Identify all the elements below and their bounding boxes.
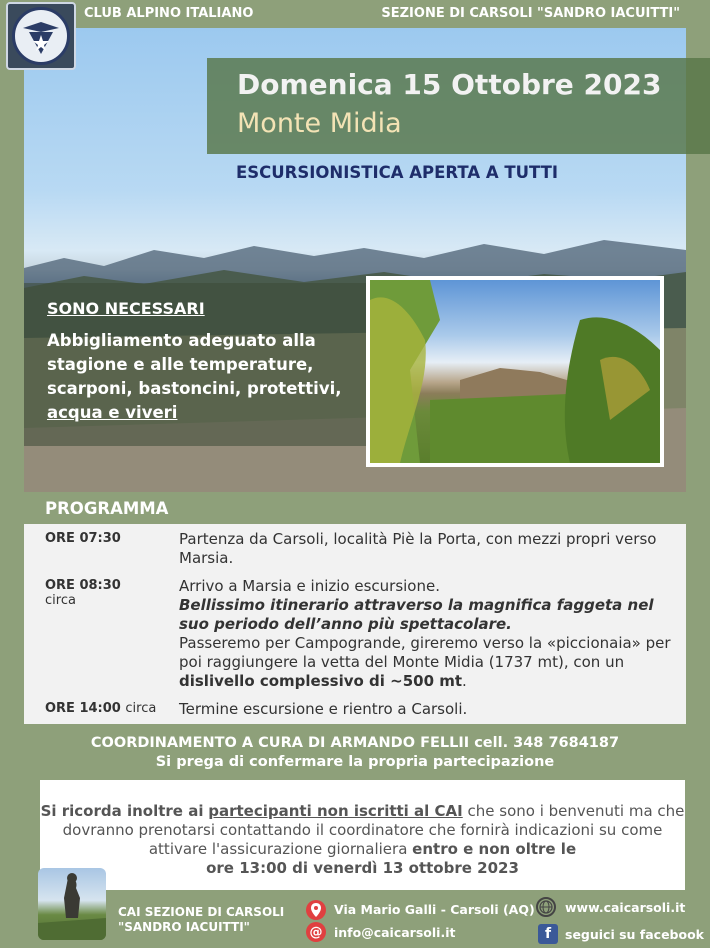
notice-deadline-intro: entro e non oltre le [412,840,577,858]
program-time [45,701,156,716]
program-box [24,524,686,724]
requirements-text [47,329,367,425]
club-name: CLUB ALPINO ITALIANO [84,6,254,21]
footer-org [118,905,284,935]
notice-nonmembers: partecipanti non iscritti al CAI [208,802,463,820]
email-at-icon: @ [306,922,326,942]
cai-logo-icon [6,2,76,70]
forest-photo [366,276,664,467]
footer-address: Via Mario Galli - Carsoli (AQ) [334,902,535,917]
program-desc-highlight: Bellissimo itinerario attraverso la magnifica faggeta nel suo periodo dell’anno più spettacolare. [179,596,654,633]
coordination-line: COORDINAMENTO A CURA DI ARMANDO FELLII cell. 348 7684187 [90,735,620,751]
program-desc-part: Passeremo per Campogrande, gireremo verso la «piccionaia» per poi raggiungere la vetta del Monte Midia (1737 mt), con un [179,634,671,671]
program-desc: Termine escursione e rientro a Carsoli. [179,700,468,718]
program-time [45,578,121,608]
title-banner [207,58,710,154]
section-name: SEZIONE DI CARSOLI "SANDRO IACUITTI" [381,6,680,21]
requirements-title: SONO NECESSARI [47,299,205,318]
program-desc-part: Arrivo a Marsia e inizio escursione. [179,577,440,595]
requirements-food: acqua e viveri [47,403,178,422]
program-time-circa: circa [125,701,157,716]
program-desc-elevation: dislivello complessivo di ~500 mt [179,672,463,690]
confirmation-line: Si prega di confermare la propria partecipazione [155,754,555,770]
program-time-circa: circa [45,593,76,608]
notice-part: Si ricorda inoltre ai [40,802,204,820]
footer-email[interactable]: info@caicarsoli.it [334,925,456,940]
facebook-icon: f [538,924,558,944]
requirements-list: Abbigliamento adeguato alla stagione e alle temperature, scarponi, bastoncini, protettivi, [47,331,342,398]
program-desc-end: . [462,672,467,690]
notice-deadline: ore 13:00 di venerdì 13 ottobre 2023 [206,859,519,877]
program-desc [179,577,679,691]
event-place: Monte Midia [237,108,402,139]
requirements-box [24,283,367,446]
footer-org-line2: "SANDRO IACUITTI" [118,920,250,934]
event-type: ESCURSIONISTICA APERTA A TUTTI [236,163,559,182]
top-bar [0,0,710,30]
program-desc: Partenza da Carsoli, località Piè la Porta, con mezzi propri verso Marsia. [179,530,657,567]
notice-part: che sono i benvenuti ma che dovranno prenotarsi contattando il coordinatore che fornirà indicazioni su come attivare l'assicurazione giornaliera [62,802,685,858]
footer-website[interactable]: www.caicarsoli.it [565,900,686,915]
notice-box [40,780,685,890]
program-time-value: ORE 14:00 [45,701,121,716]
program-time-value: ORE 08:30 [45,578,121,593]
location-pin-icon [306,900,326,920]
event-date: Domenica 15 Ottobre 2023 [237,68,662,101]
globe-icon [536,897,556,917]
notice-text [40,802,685,878]
footer-facebook[interactable]: seguici su facebook [565,927,704,942]
statue-photo [38,868,106,940]
program-title: PROGRAMMA [45,499,169,518]
footer-org-line1: CAI SEZIONE DI CARSOLI [118,905,285,919]
program-time: ORE 07:30 [45,531,121,546]
